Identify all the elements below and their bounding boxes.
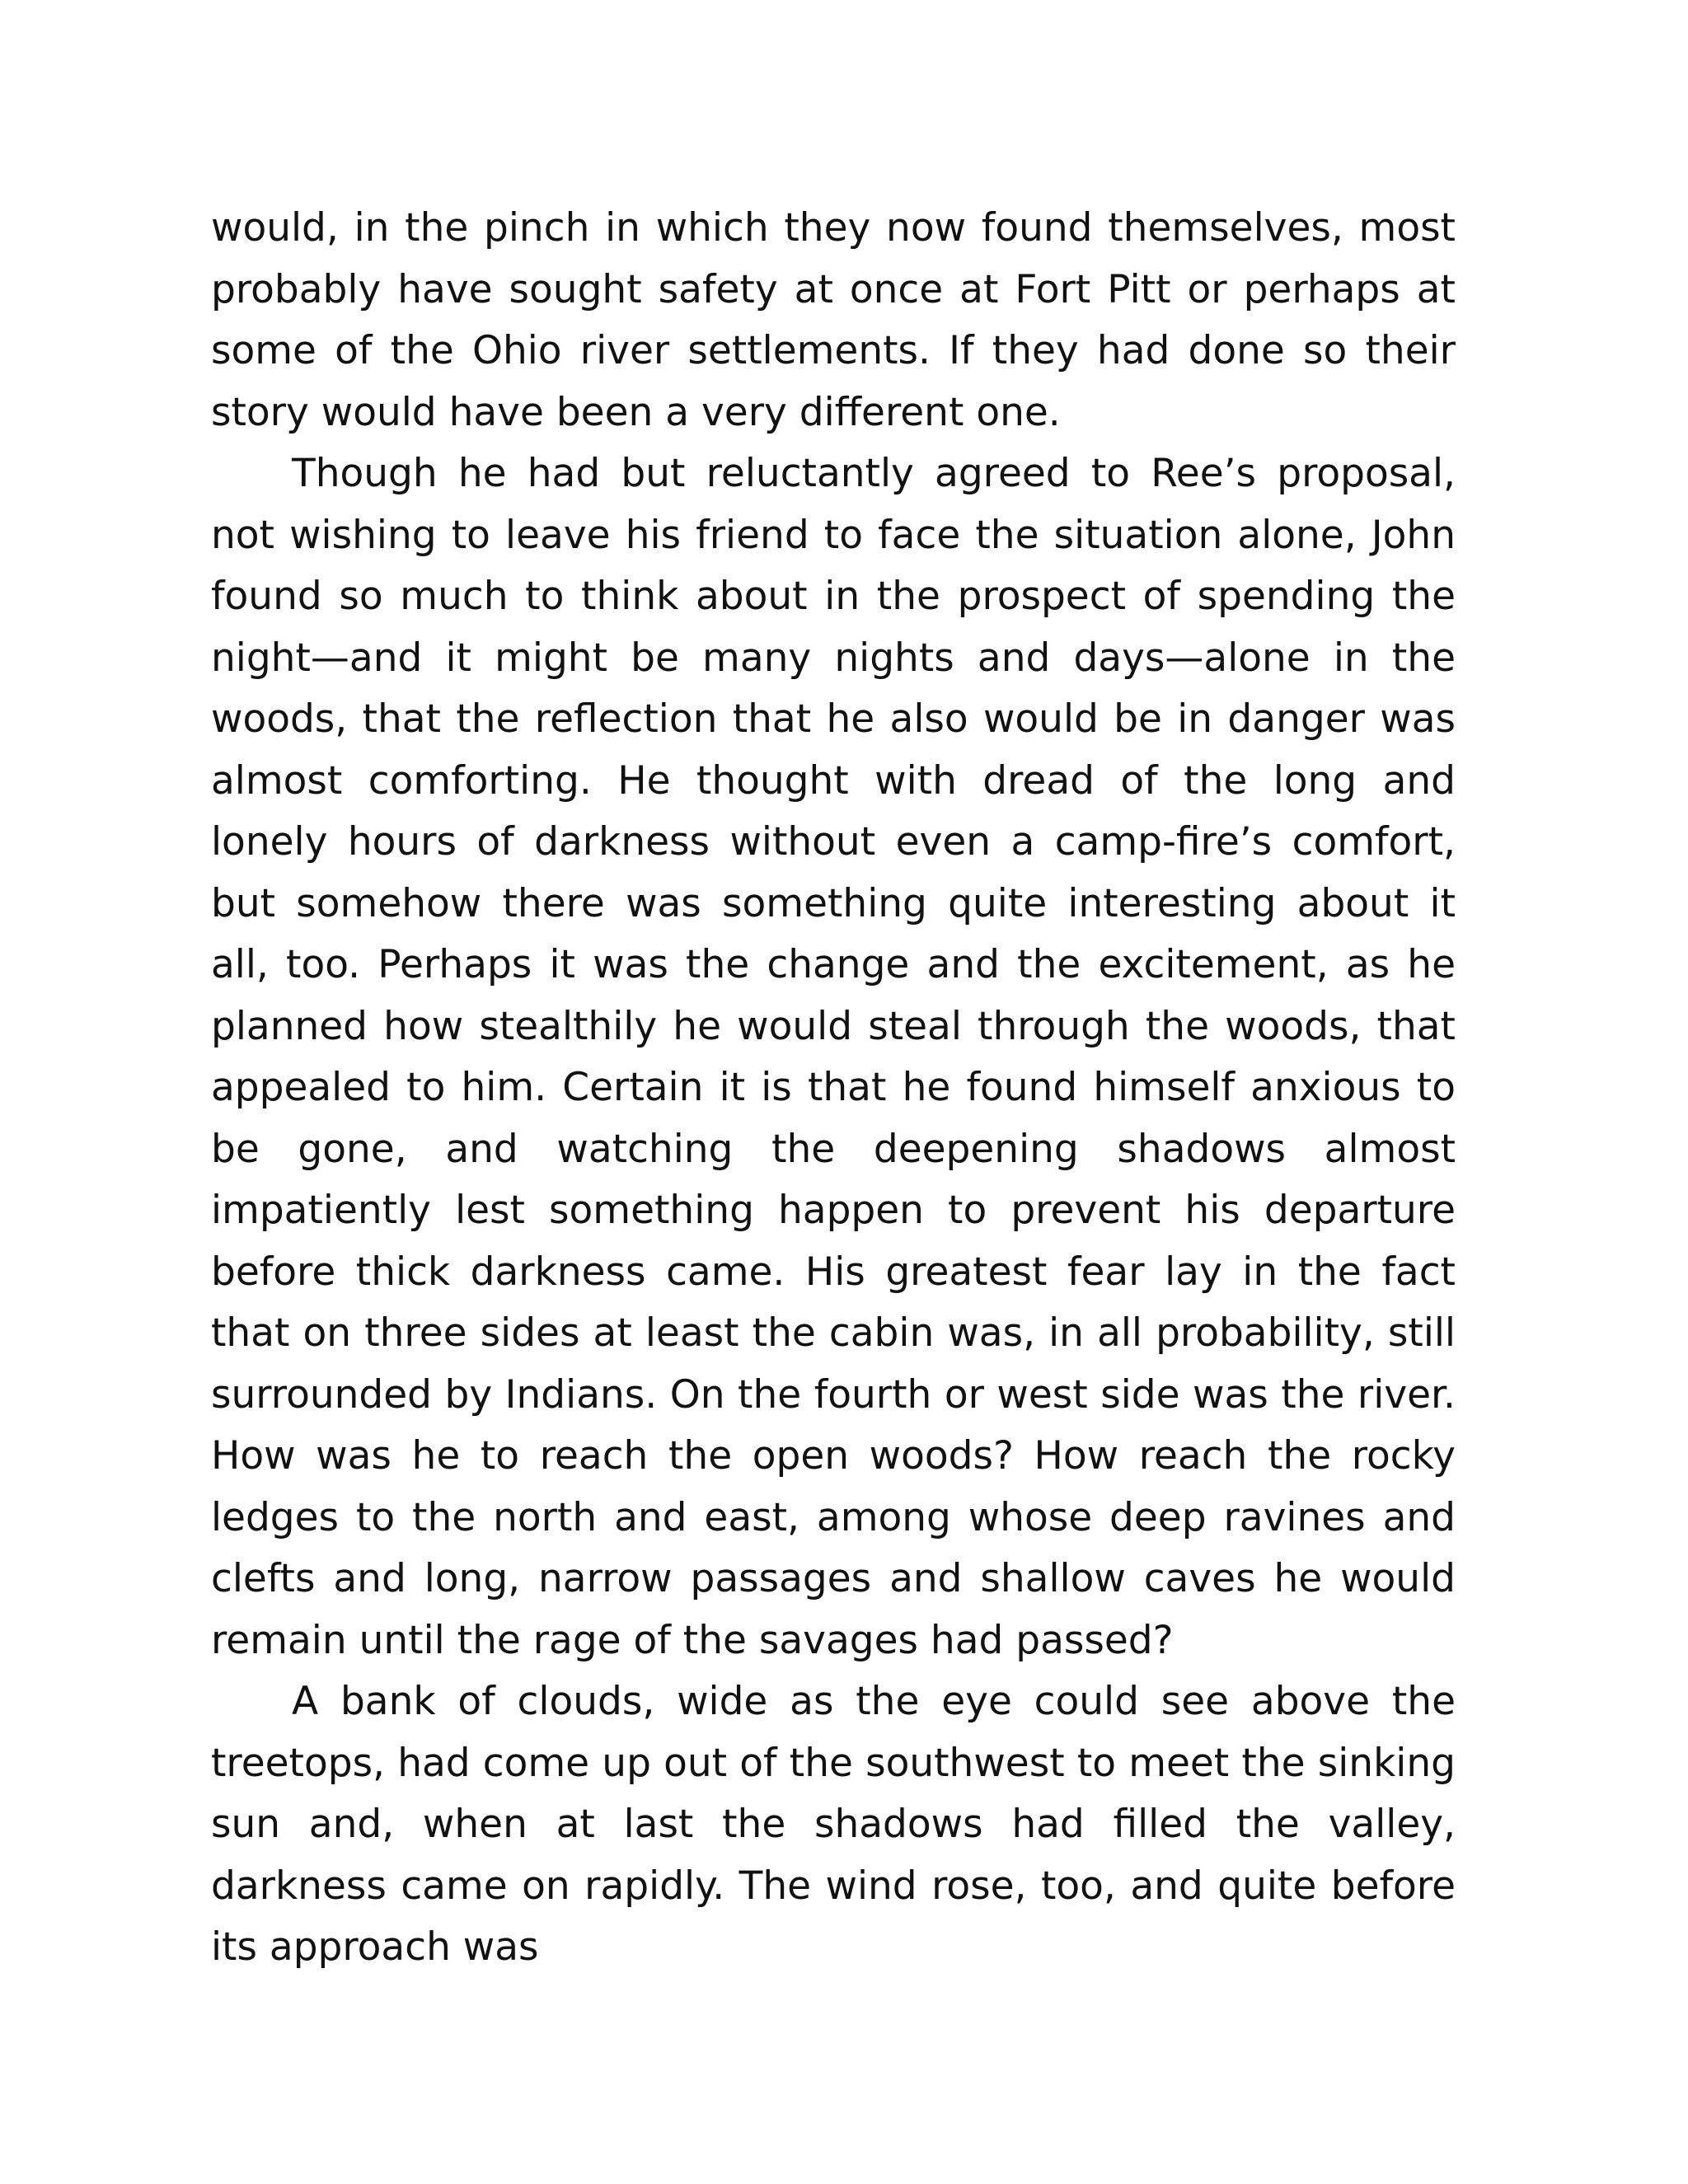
paragraph-3: A bank of clouds, wide as the eye could see above the treetops, had come up out of the southwest to meet the sinking sun and, when at last the shadows had filled the valley, darkness came on rapidly. The wind rose, too, and quite before its approach was xyxy=(211,1679,1456,1970)
body-text xyxy=(211,198,1456,1979)
paragraph-1: would, in the pinch in which they now found themselves, most probably have sought safety at once at Fort Pitt or perhaps at some of the Ohio river settlements. If they had done so their story would have been a very different one. xyxy=(211,205,1456,435)
paragraph-2: Though he had but reluctantly agreed to Ree’s proposal, not wishing to leave his friend to face the situation alone, John found so much to think about in the prospect of spending the night—and it might be many nights and days—alone in the woods, that the reflection that he also would be in danger was almost comforting. He thought with dread of the long and lonely hours of darkness without even a camp-fire’s comfort, but somehow there was something quite interesting about it all, too. Perhaps it was the change and the excitement, as he planned how stealthily he would steal through the woods, that appealed to him. Certain it is that he found himself anxious to be gone, and watching the deepening shadows almost impatiently lest something happen to prevent his departure before thick darkness came. His greatest fear lay in the fact that on three sides at least the cabin was, in all probability, still surrounded by Indians. On the fourth or west side was the river. How was he to reach the open woods? How reach the rocky ledges to the north and east, among whose deep ravines and clefts and long, narrow passages and shallow caves he would remain until the rage of the savages had passed? xyxy=(211,451,1456,1663)
